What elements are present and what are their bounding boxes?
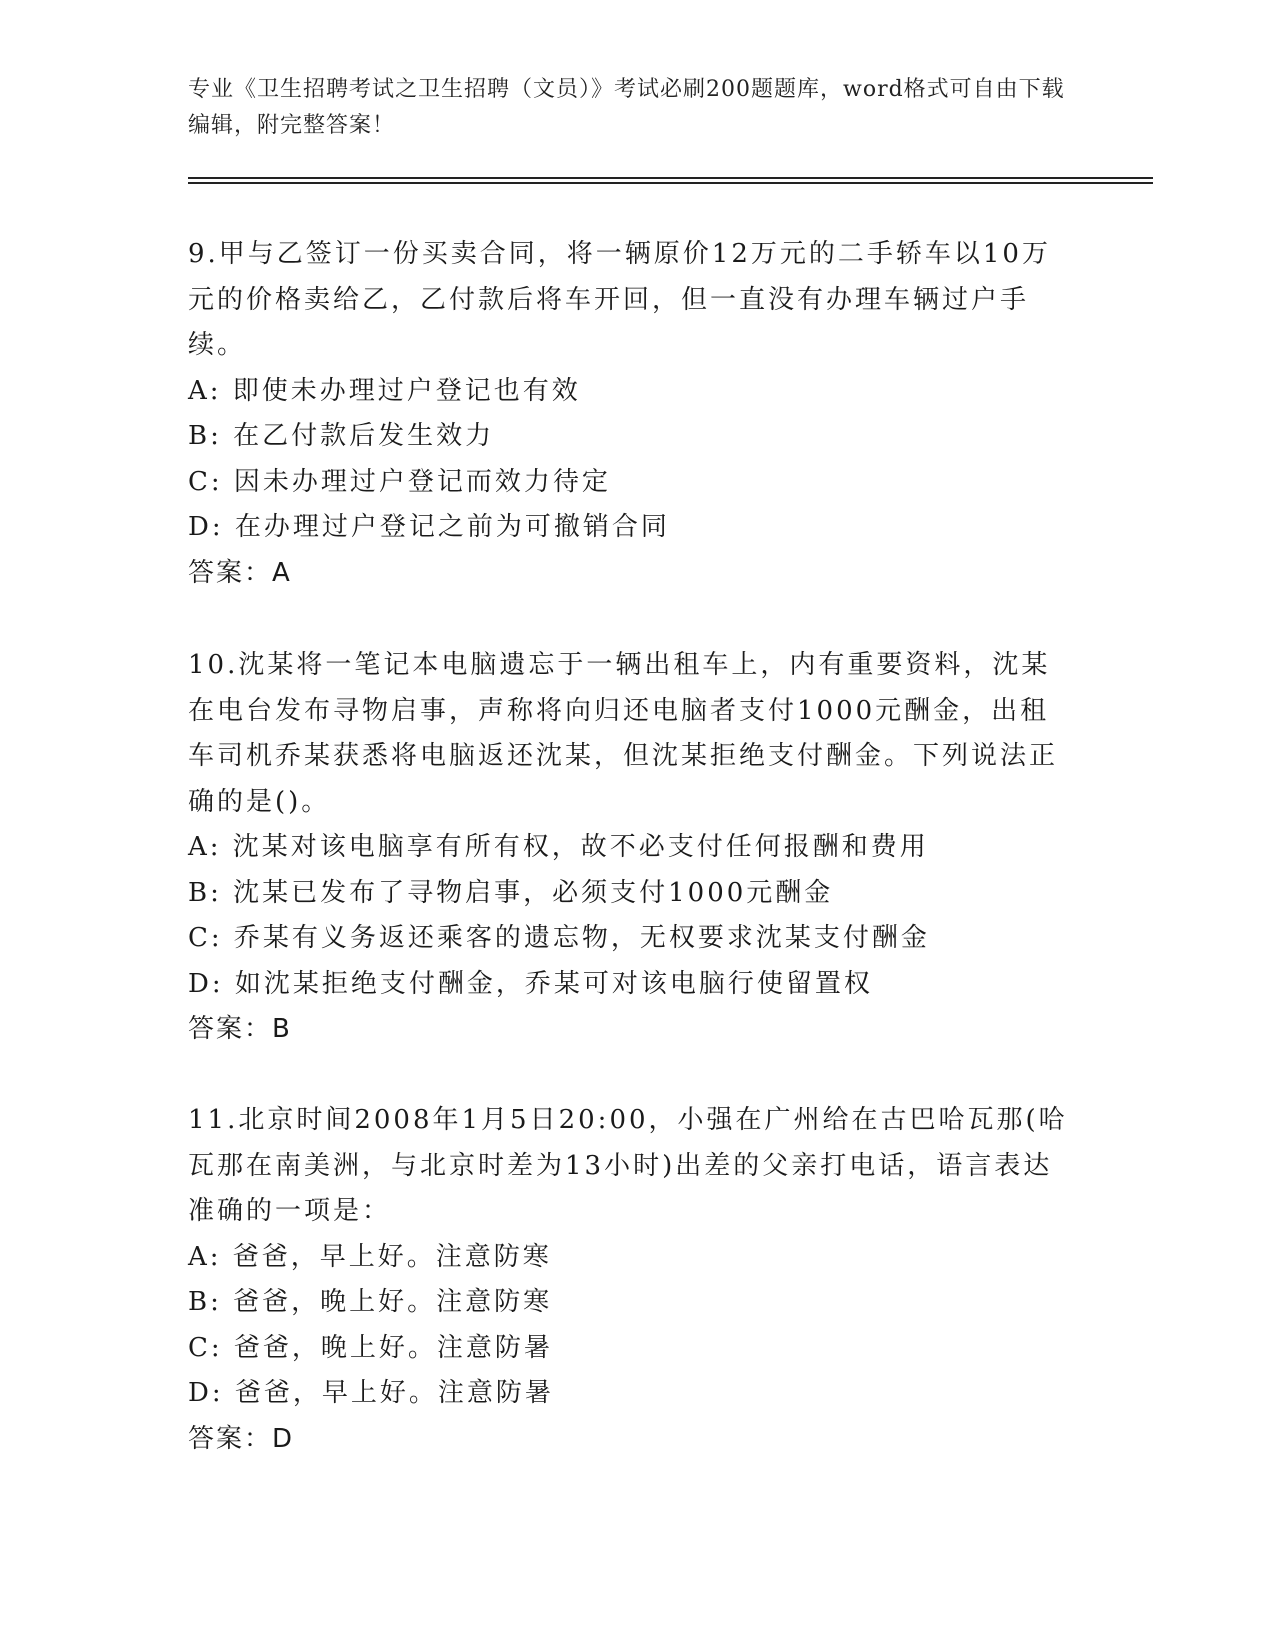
option-d: D: 爸爸，早上好。注意防暑 [188,1378,554,1408]
option-b: B: 沈某已发布了寻物启事，必须支付1000元酬金 [188,877,834,908]
option-a: A: 沈某对该电脑享有所有权，故不必支付任何报酬和费用 [188,832,929,862]
answer: 答案：B [188,1014,292,1044]
question-10 [188,643,1068,1053]
header-divider-bottom [188,182,1153,184]
option-b: B: 在乙付款后发生效力 [188,421,495,451]
option-d: D: 如沈某拒绝支付酬金，乔某可对该电脑行使留置权 [188,968,873,999]
header-divider-top [188,177,1153,179]
option-a: A: 即使未办理过户登记也有效 [188,375,581,406]
answer: 答案：A [188,557,292,588]
question-9 [188,232,1068,596]
question-stem: 9.甲与乙签订一份买卖合同，将一辆原价12万元的二手轿车以10万元的价格卖给乙，乙付款后将车开回，但一直没有办理车辆过户手续。 [188,239,1051,360]
question-stem: 11.北京时间2008年1月5日20:00，小强在广州给在古巴哈瓦那(哈瓦那在南美洲，与北京时差为13小时)出差的父亲打电话，语言表达准确的一项是： [188,1105,1068,1226]
answer: 答案：D [188,1423,295,1454]
option-c: C: 乔某有义务返还乘客的遗忘物，无权要求沈某支付酬金 [188,923,930,953]
option-c: C: 爸爸，晚上好。注意防暑 [188,1332,553,1363]
option-c: C: 因未办理过户登记而效力待定 [188,466,611,497]
option-a: A: 爸爸，早上好。注意防寒 [188,1241,552,1272]
question-11 [188,1098,1068,1462]
question-stem: 10.沈某将一笔记本电脑遗忘于一辆出租车上，内有重要资料，沈某在电台发布寻物启事，声称将向归还电脑者支付1000元酬金，出租车司机乔某获悉将电脑返还沈某，但沈某拒绝支付酬金。下列说法正确的是()。 [188,650,1059,817]
option-b: B: 爸爸，晚上好。注意防寒 [188,1287,553,1317]
document-header: 专业《卫生招聘考试之卫生招聘（文员）》考试必刷200题题库，word格式可自由下载编辑，附完整答案！ [188,77,1065,138]
option-d: D: 在办理过户登记之前为可撤销合同 [188,512,670,542]
